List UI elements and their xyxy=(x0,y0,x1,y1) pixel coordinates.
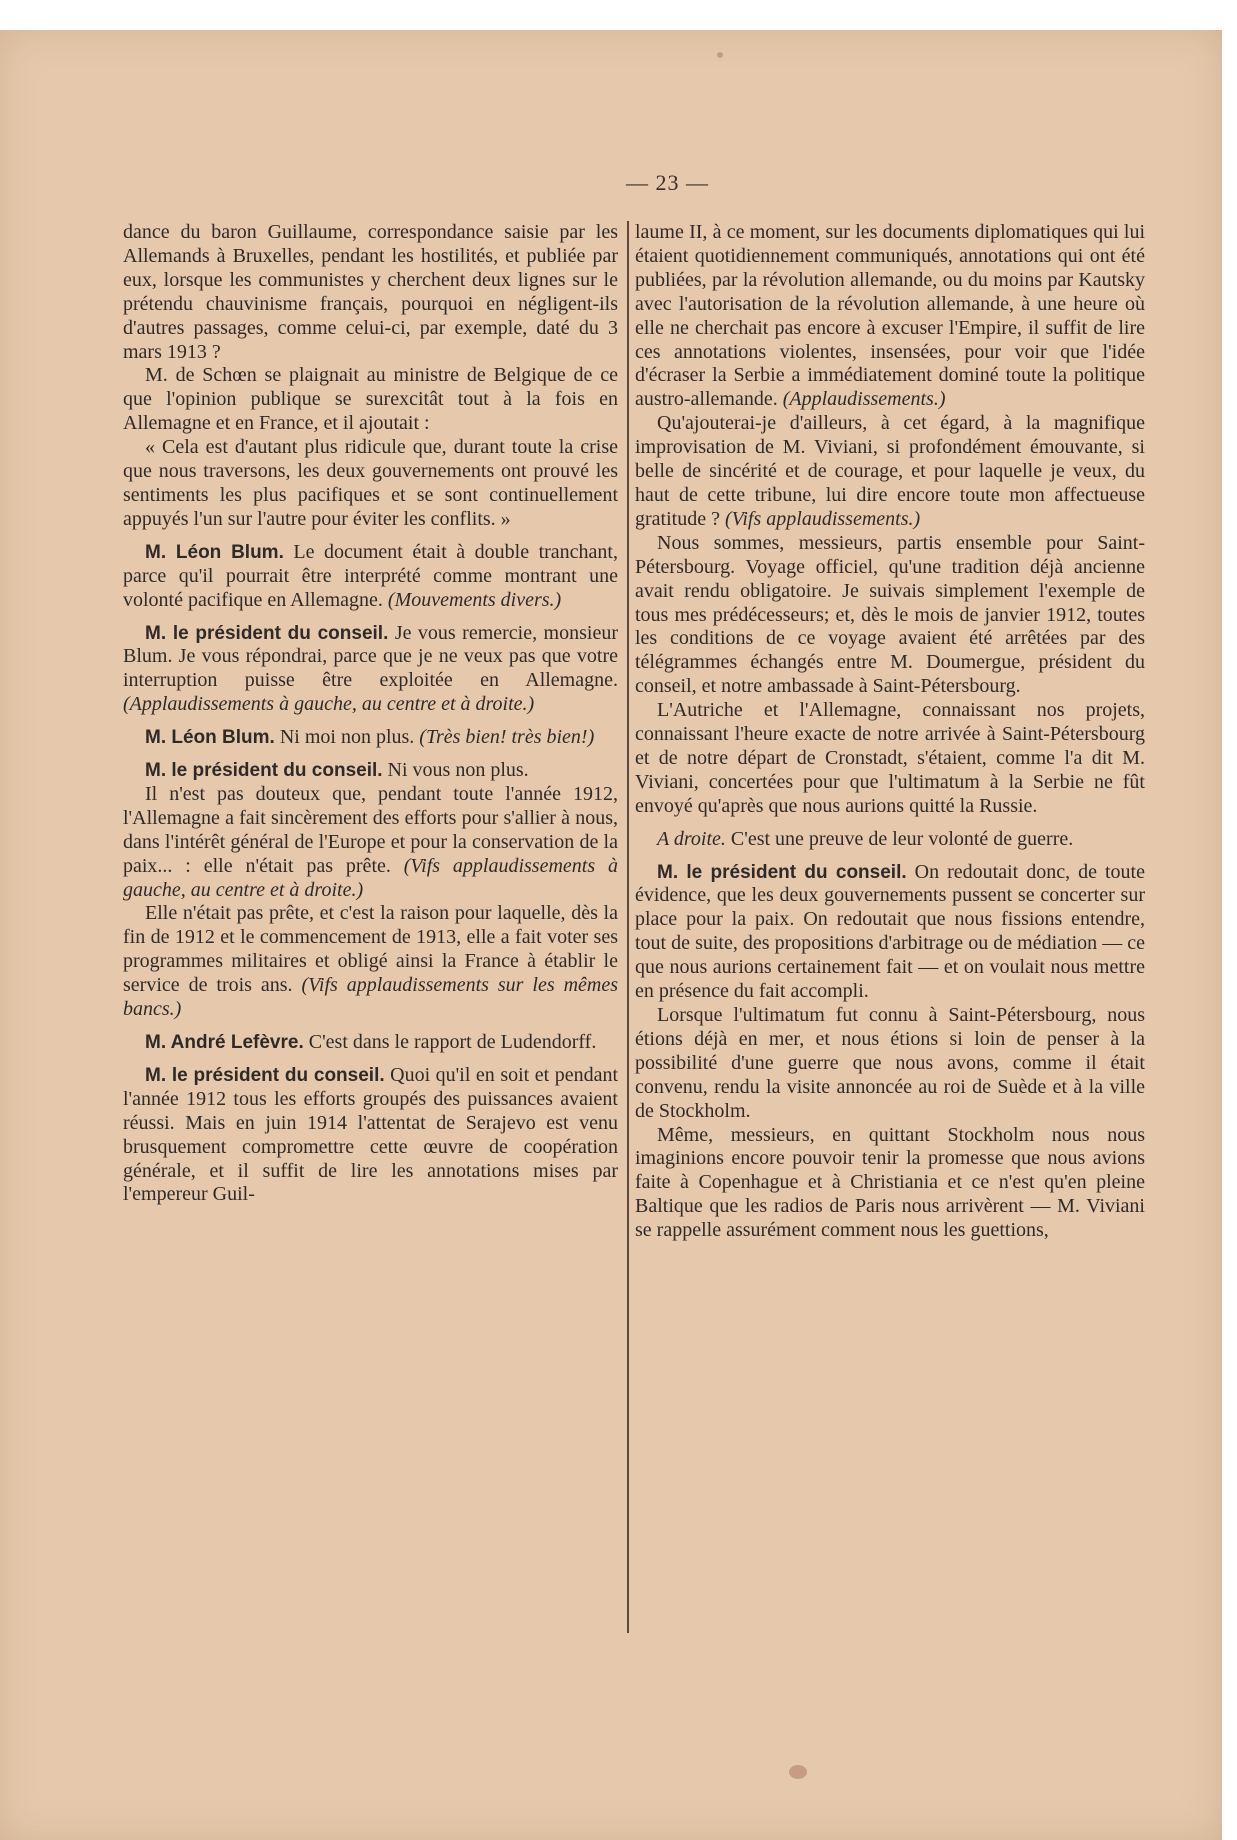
speech-text: Ni vous non plus. xyxy=(382,759,529,782)
reaction-note: (Vifs applaudissements sur les mêmes bancs.) xyxy=(123,974,618,1021)
paragraph: dance du baron Guillaume, correspondance saisie par les Allemands à Bruxelles, pendant les hostilités, et publiée par eux, lorsque les communistes y cherchent deux lignes sur le prétendu chauvinisme français, pourquoi en négligent-ils d'autres passages, comme celui-ci, par exemple, daté du 3 mars 1913 ? xyxy=(123,221,618,363)
page-number: — 23 — xyxy=(626,170,709,195)
speech-paragraph xyxy=(123,1031,618,1055)
paragraph-text: Il n'est pas douteux que, pendant toute l'année 1912, l'Allemagne a fait sincèrement des efforts pour s'allier à nous, dans l'intérêt général de l'Europe et pour la conservation de la paix... : elle n'était pas prête. xyxy=(123,782,618,877)
paragraph: Nous sommes, messieurs, partis ensemble pour Saint-Pétersbourg. Voyage officiel, qu'une tradition déjà ancienne avait rendu obligatoire. Je suivais simplement l'exemple de tous mes prédécesseurs; et, dès le mois de janvier 1912, toutes les conditions de ce voyage avaient été arrêtées par des télégrammes échangés entre M. Doumergue, président du conseil, et notre ambassade à Saint-Pétersbourg. xyxy=(635,531,1145,698)
column-divider xyxy=(627,221,629,1633)
reaction-note: (Applaudissements à gauche, au centre et à droite.) xyxy=(123,693,535,716)
speech-paragraph xyxy=(123,541,618,613)
speech-text: Quoi qu'il en soit et pendant l'année 1912 tous les efforts groupés des puissances avaient réussi. Mais en juin 1914 l'attentat de Serajevo est venu brusquement compromettre cette œuvre de coopération générale, et il suffit de lire les annotations mises par l'empereur Guil- xyxy=(123,1063,619,1206)
paragraph-text: Qu'ajouterai-je d'ailleurs, à cet égard, à la magnifique improvisation de M. Viviani, si profondément émouvante, si belle de sincérité et de courage, et pour laquelle je veux, du haut de cette tribune, lui dire encore toute mon affectueuse gratitude ? xyxy=(635,412,1145,530)
reaction-note: (Applaudissements.) xyxy=(782,388,946,411)
paragraph-text: Elle n'était pas prête, et c'est la raison pour laquelle, dès la fin de 1912 et le commencement de 1913, elle a fait voter ses programmes militaires et obligé ainsi la France à établir le service de trois ans. xyxy=(123,902,618,997)
speaker-name: M. Léon Blum. xyxy=(145,541,284,563)
speaker-name: M. le président du conseil. xyxy=(145,760,383,782)
reaction-note: (Vifs applaudissements à gauche, au centre et à droite.) xyxy=(123,854,618,901)
reaction-note: (Vifs applaudissements.) xyxy=(724,507,921,530)
speech-text: Le document était à double tranchant, parce qu'il pourrait être interprété comme montrant une volonté pacifique en Allemagne. xyxy=(123,540,618,611)
reaction-note: (Mouvements divers.) xyxy=(387,588,562,611)
paper-spot xyxy=(717,52,723,58)
speech-text: On redoutait donc, de toute évidence, que les deux gouvernements pussent se concerter sur place pour la paix. On redoutait que nous fissions entendre, tout de suite, des propositions d'arbitrage ou de médiation — ce que nous aurions certainement fait — et on voulait nous mettre en présence du fait accompli. xyxy=(635,860,1145,1003)
paragraph xyxy=(635,412,1145,532)
paragraph-text: laume II, à ce moment, sur les documents diplomatiques qui lui étaient quotidiennement communiqués, annotations qui ont été publiées, par la révolution allemande, ou du moins par Kautsky avec l'autorisation de la révolution allemande, à une heure où elle ne cherchait pas encore à excuser l'Empire, il suffit de lire ces annotations violentes, insensées, pour voir que l'idée d'écraser la Serbie a immédiatement dominé toute la politique austro-allemande. xyxy=(635,221,1145,411)
speaker-name: M. André Lefèvre. xyxy=(145,1032,304,1053)
paragraph: Lorsque l'ultimatum fut connu à Saint-Pétersbourg, nous étions déjà en mer, et nous étions si loin de penser à la possibilité d'une guerre que nous avons, comme il était convenu, rendu la visite annoncée au roi de Suède et à la ville de Stockholm. xyxy=(635,1004,1145,1122)
speaker-name: M. Léon Blum. xyxy=(145,727,275,749)
speech-paragraph xyxy=(123,1064,618,1207)
speaker-name: M. le président du conseil. xyxy=(657,861,907,883)
interjection-source: A droite. xyxy=(657,827,726,850)
reaction-note: (Très bien! très bien!) xyxy=(419,726,595,749)
speech-text: Je vous remercie, monsieur Blum. Je vous répondrai, parce que je ne veux pas que votre interruption puisse être exploitée en Allemagne. xyxy=(123,621,618,692)
right-column xyxy=(635,221,1145,1243)
paragraph: M. de Schœn se plaignait au ministre de Belgique de ce que l'opinion publique se surexcitât tout à la fois en Allemagne et en France, et il ajoutait : xyxy=(123,364,618,435)
speech-text: Ni moi non plus. xyxy=(274,726,420,749)
paragraph xyxy=(123,902,618,1022)
paragraph xyxy=(123,783,618,903)
paragraph: L'Autriche et l'Allemagne, connaissant nos projets, connaissant l'heure exacte de notre arrivée à Saint-Pétersbourg et de notre départ de Cronstadt, s'étaient, comme l'a dit M. Viviani, concertées pour que l'ultimatum à la Serbie ne fût envoyé qu'après que nous aurions quitté la Russie. xyxy=(635,699,1145,817)
quotation: « Cela est d'autant plus ridicule que, durant toute la crise que nous traversons, les deux gouvernements ont prouvé les sentiments les plus pacifiques et se sont continuellement appuyés l'un sur l'autre pour éviter les conflits. » xyxy=(123,436,618,530)
interjection xyxy=(635,828,1145,852)
paragraph xyxy=(635,221,1145,412)
speech-paragraph xyxy=(123,622,618,718)
speaker-name: M. le président du conseil. xyxy=(145,1064,385,1086)
speech-paragraph xyxy=(635,861,1145,1004)
paragraph: Même, messieurs, en quittant Stockholm nous nous imaginions encore pouvoir tenir la promesse que nous avions faite à Copenhague et à Christiania et ce n'est qu'en pleine Baltique que les radios de Paris nous arrivèrent — M. Viviani se rappelle assurément comment nous les guettions, xyxy=(635,1123,1145,1242)
speech-paragraph xyxy=(123,759,618,783)
interjection-text: C'est une preuve de leur volonté de guerre. xyxy=(725,827,1074,850)
speech-paragraph xyxy=(123,726,618,750)
left-column xyxy=(123,221,618,1207)
speech-text: C'est dans le rapport de Ludendorff. xyxy=(303,1031,597,1053)
paper-stain xyxy=(789,1765,807,1779)
speaker-name: M. le président du conseil. xyxy=(145,622,389,644)
